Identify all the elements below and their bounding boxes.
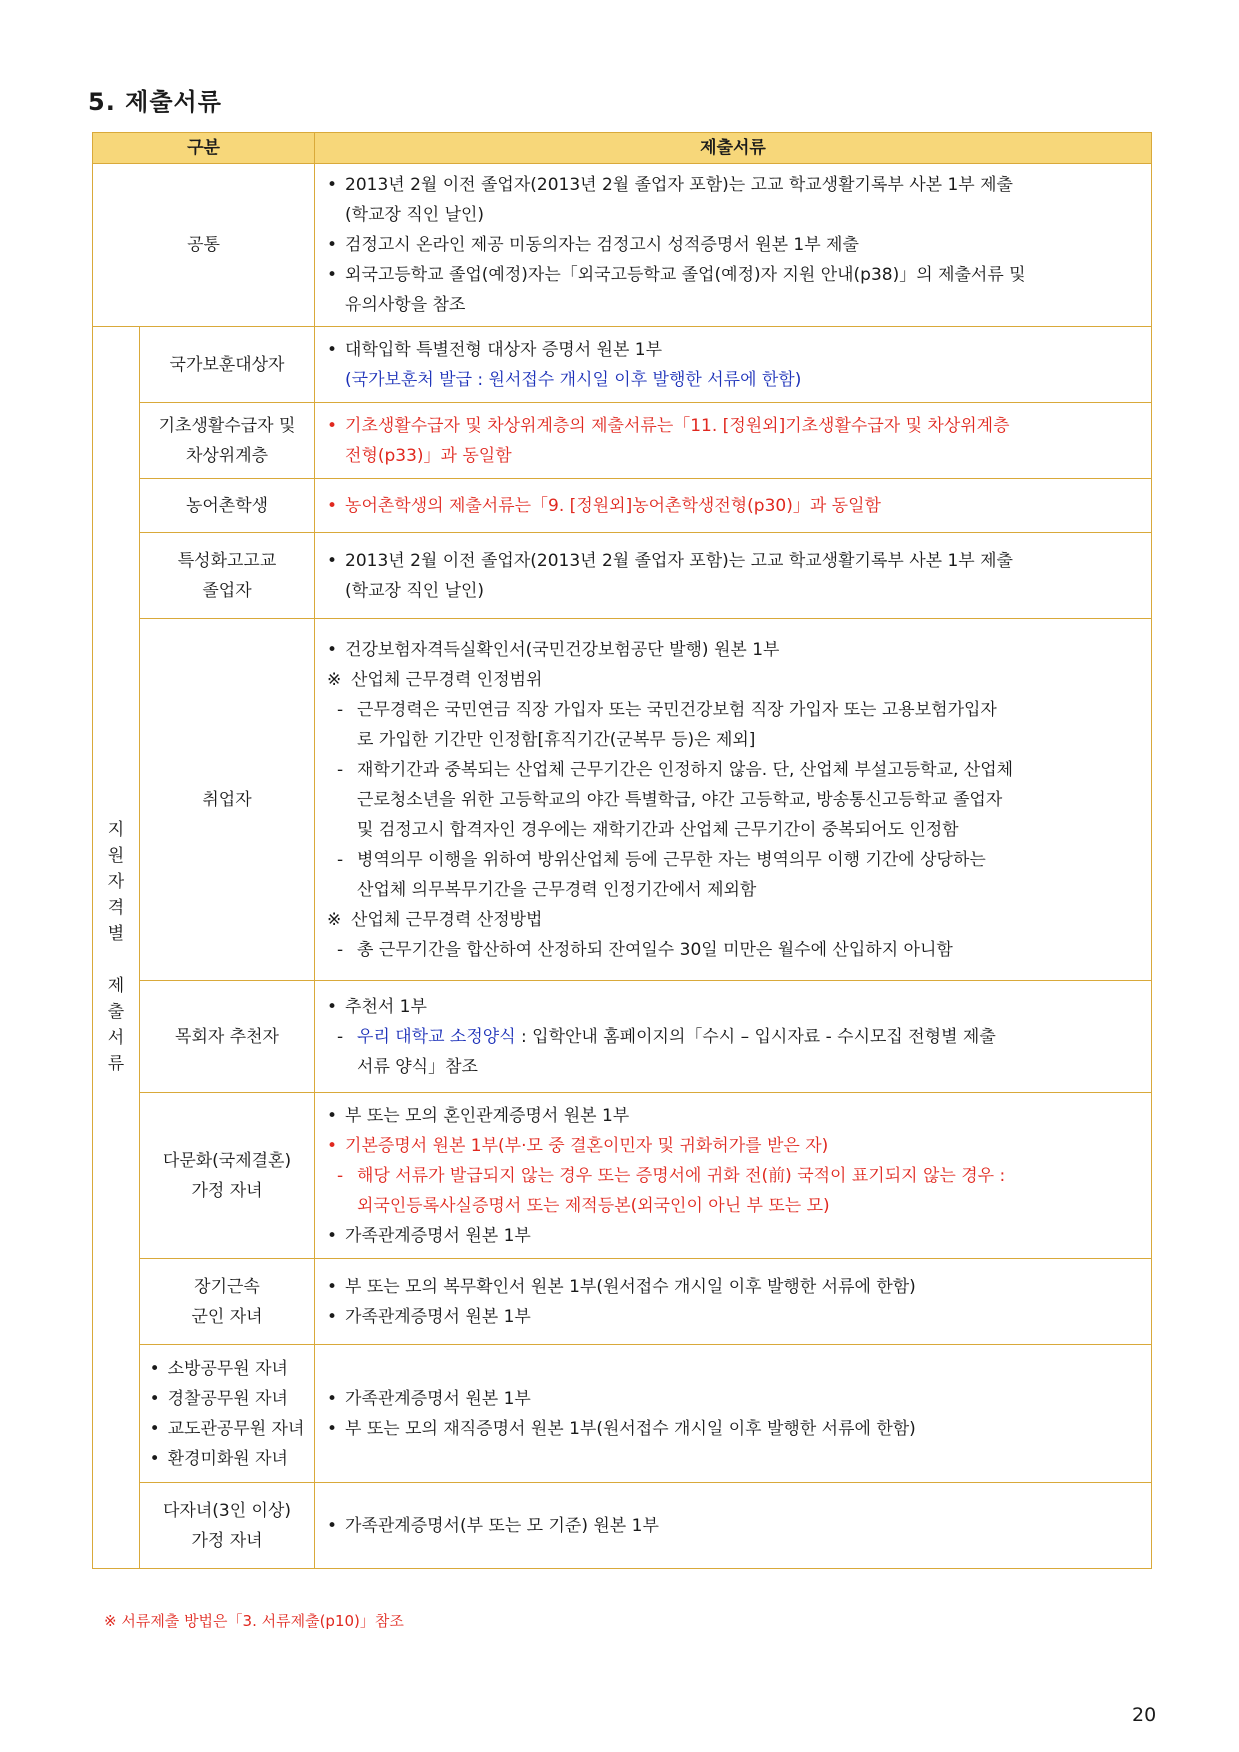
table-row — [93, 164, 1152, 327]
dash-item: - 총 근무기간을 합산하여 산정하되 잔여일수 30일 미만은 월수에 산입하지 아니함 — [327, 935, 1141, 965]
label-item: • 경찰공무원 자녀 — [150, 1384, 305, 1414]
dash-item-text: : 입학안내 홈페이지의「수시 – 입시자료 - 수시모집 전형별 제출 — [515, 1026, 996, 1047]
label-line: 가정 자녀 — [191, 1530, 263, 1551]
list-item-cont: 유의사항을 참조 — [345, 295, 466, 315]
table-row — [93, 479, 1152, 533]
row-content-military — [315, 1259, 1152, 1345]
dash-item-cont: 외국인등록사실증명서 또는 제적등본(외국인이 아닌 부 또는 모) — [357, 1195, 830, 1216]
footnote: ※ 서류제출 방법은「3. 서류제출(p10)」참조 — [104, 1612, 404, 1630]
label-line: 특성화고고교 — [177, 550, 277, 571]
form-name: 우리 대학교 소정양식 — [357, 1026, 516, 1047]
row-label-employed: 취업자 — [140, 619, 315, 981]
table-row — [93, 327, 1152, 403]
note-item: ※ 산업체 근무경력 산정방법 — [327, 905, 1141, 935]
list-item: • 검정고시 온라인 제공 미동의자는 검정고시 성적증명서 원본 1부 제출 — [327, 230, 1141, 260]
list-item: • 가족관계증명서 원본 1부 — [327, 1384, 1141, 1414]
header-category: 구분 — [93, 133, 315, 164]
group-label-cell — [93, 327, 140, 1569]
table-row — [93, 403, 1152, 479]
row-label-common: 공통 — [93, 164, 315, 327]
veterans-note: (국가보훈처 발급 : 원서접수 개시일 이후 발행한 서류에 한함) — [345, 369, 802, 390]
table-row — [93, 1093, 1152, 1259]
row-content-pastor — [315, 981, 1152, 1093]
row-content-rural — [315, 479, 1152, 533]
row-label-multicultural — [140, 1093, 315, 1259]
list-item-cont: (학교장 직인 날인) — [345, 580, 485, 601]
page-number: 20 — [1132, 1704, 1157, 1726]
dash-item: - 병역의무 이행을 위하여 방위산업체 등에 근무한 자는 병역의무 이행 기간에 상당하는 — [327, 845, 1141, 875]
row-label-military — [140, 1259, 315, 1345]
dash-item-cont: 근로청소년을 위한 고등학교의 야간 특별학급, 야간 고등학교, 방송통신고등학교 졸업자 — [357, 789, 1003, 810]
list-item: • 대학입학 특별전형 대상자 증명서 원본 1부 — [327, 335, 1141, 365]
dash-item-cont: 서류 양식」참조 — [357, 1056, 478, 1077]
list-item-cont: 전형(p33)」과 동일함 — [345, 445, 512, 466]
row-content-public-servants — [315, 1345, 1152, 1483]
row-content-multicultural — [315, 1093, 1152, 1259]
dash-item: - 근무경력은 국민연금 직장 가입자 또는 국민건강보험 직장 가입자 또는 고용보험가입자 — [327, 695, 1141, 725]
header-documents: 제출서류 — [315, 133, 1152, 164]
label-line: 군인 자녀 — [191, 1306, 263, 1327]
list-item: • 기본증명서 원본 1부(부·모 중 결혼이민자 및 귀화허가를 받은 자) — [327, 1131, 1141, 1161]
label-line: 다자녀(3인 이상) — [162, 1500, 292, 1521]
label-line: 가정 자녀 — [191, 1180, 263, 1201]
table-header-row — [93, 133, 1152, 164]
list-item: • 부 또는 모의 혼인관계증명서 원본 1부 — [327, 1101, 1141, 1131]
label-line: 기초생활수급자 및 — [158, 415, 296, 436]
list-item: • 부 또는 모의 재직증명서 원본 1부(원서접수 개시일 이후 발행한 서류에 한함) — [327, 1414, 1141, 1444]
group-label-bottom: 제출서류 — [107, 975, 125, 1074]
row-label-specialized — [140, 533, 315, 619]
label-line: 다문화(국제결혼) — [162, 1150, 292, 1171]
label-line: 졸업자 — [202, 580, 252, 601]
row-content-employed — [315, 619, 1152, 981]
list-item: • 건강보험자격득실확인서(국민건강보험공단 발행) 원본 1부 — [327, 635, 1141, 665]
row-content-specialized — [315, 533, 1152, 619]
group-label-top: 지원자격별 — [107, 819, 125, 944]
row-label-veterans: 국가보훈대상자 — [140, 327, 315, 403]
section-title: 5. 제출서류 — [88, 88, 222, 116]
label-line: 장기근속 — [194, 1276, 260, 1297]
table-row — [93, 981, 1152, 1093]
note-item: ※ 산업체 근무경력 인정범위 — [327, 665, 1141, 695]
row-label-public-servants — [140, 1345, 315, 1483]
dash-item: - 재학기간과 중복되는 산업체 근무기간은 인정하지 않음. 단, 산업체 부설고등학교, 산업체 — [327, 755, 1141, 785]
table-row — [93, 533, 1152, 619]
label-item: • 환경미화원 자녀 — [150, 1444, 305, 1474]
list-item: • 가족관계증명서(부 또는 모 기준) 원본 1부 — [327, 1511, 1141, 1541]
row-label-basic-living — [140, 403, 315, 479]
dash-item-cont: 및 검정고시 합격자인 경우에는 재학기간과 산업체 근무기간이 중복되어도 인정함 — [357, 819, 959, 840]
table-row — [93, 1259, 1152, 1345]
dash-item — [327, 1022, 1141, 1052]
row-content-multichild — [315, 1483, 1152, 1569]
list-item: • 가족관계증명서 원본 1부 — [327, 1221, 1141, 1251]
list-item: • 부 또는 모의 복무확인서 원본 1부(원서접수 개시일 이후 발행한 서류에 한함) — [327, 1272, 1141, 1302]
list-item: • 농어촌학생의 제출서류는「9. [정원외]농어촌학생전형(p30)」과 동일함 — [327, 491, 1141, 521]
table-row — [93, 619, 1152, 981]
label-item: • 교도관공무원 자녀 — [150, 1414, 305, 1444]
row-label-multichild — [140, 1483, 315, 1569]
list-item: • 기초생활수급자 및 차상위계층의 제출서류는「11. [정원외]기초생활수급자 및 차상위계층 — [327, 411, 1141, 441]
list-item: • 가족관계증명서 원본 1부 — [327, 1302, 1141, 1332]
row-label-pastor: 목회자 추천자 — [140, 981, 315, 1093]
dash-item-cont: 산업체 의무복무기간을 근무경력 인정기간에서 제외함 — [357, 879, 757, 900]
row-content-common — [315, 164, 1152, 327]
row-content-basic-living — [315, 403, 1152, 479]
label-line: 차상위계층 — [185, 445, 269, 466]
row-label-rural: 농어촌학생 — [140, 479, 315, 533]
table-row — [93, 1483, 1152, 1569]
dash-item: - 해당 서류가 발급되지 않는 경우 또는 증명서에 귀화 전(前) 국적이 표기되지 않는 경우 : — [327, 1161, 1141, 1191]
list-item: • 2013년 2월 이전 졸업자(2013년 2월 졸업자 포함)는 고교 학교생활기록부 사본 1부 제출 — [327, 546, 1141, 576]
list-item: • 2013년 2월 이전 졸업자(2013년 2월 졸업자 포함)는 고교 학교생활기록부 사본 1부 제출 — [327, 170, 1141, 200]
label-item: • 소방공무원 자녀 — [150, 1354, 305, 1384]
documents-table — [92, 132, 1152, 1569]
row-content-veterans — [315, 327, 1152, 403]
list-item: • 외국고등학교 졸업(예정)자는「외국고등학교 졸업(예정)자 지원 안내(p38)」의 제출서류 및 — [327, 260, 1141, 290]
dash-item-cont: 로 가입한 기간만 인정함[휴직기간(군복무 등)은 제외] — [357, 729, 756, 750]
list-item: • 추천서 1부 — [327, 992, 1141, 1022]
list-item-cont: (학교장 직인 날인) — [345, 205, 485, 225]
table-row — [93, 1345, 1152, 1483]
